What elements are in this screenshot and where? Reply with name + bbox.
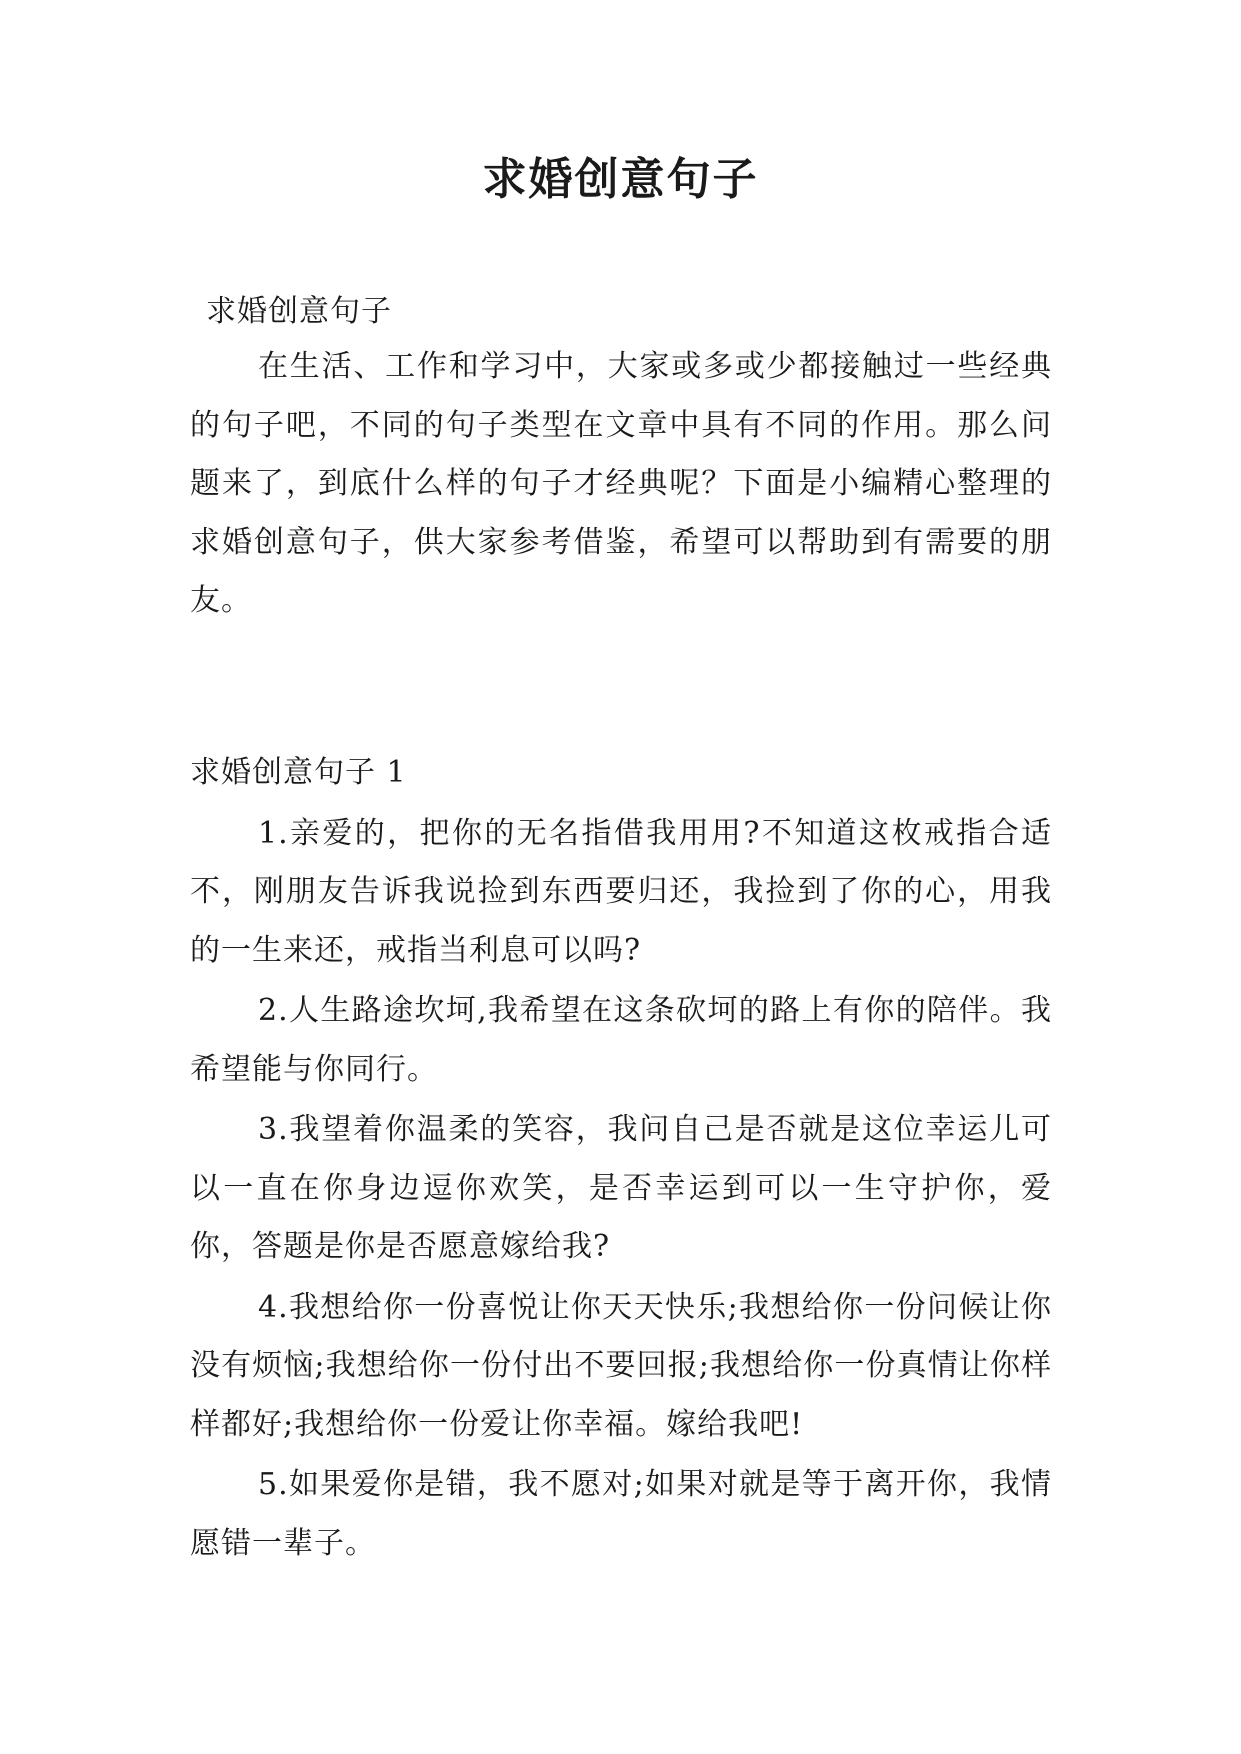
list-item: 4.我想给你一份喜悦让你天天快乐;我想给你一份问候让你没有烦恼;我想给你一份付出不要回报;我想给你一份真情让你样样都好;我想给你一份爱让你幸福。嫁给我吧! — [190, 1289, 1052, 1442]
intro-paragraph: 在生活、工作和学习中，大家或多或少都接触过一些经典的句子吧，不同的句子类型在文章中具有不同的作用。那么问题来了，到底什么样的句子才经典呢？下面是小编精心整理的求婚创意句子，供大家参考借鉴，希望可以帮助到有需要的朋友。 — [190, 349, 1052, 618]
document-subtitle: 求婚创意句子 — [206, 294, 392, 329]
list-item: 3.我望着你温柔的笑容，我问自己是否就是这位幸运儿可以一直在你身边逗你欢笑，是否幸运到可以一生守护你，爱你，答题是你是否愿意嫁给我? — [190, 1112, 1052, 1264]
list-item: 5.如果爱你是错，我不愿对;如果对就是等于离开你，我情愿错一辈子。 — [190, 1467, 1052, 1561]
document-title: 求婚创意句子 — [482, 154, 759, 205]
list-item: 1.亲爱的，把你的无名指借我用用?不知道这枚戒指合适不，刚朋友告诉我说捡到东西要归还，我捡到了你的心，用我的一生来还，戒指当利息可以吗? — [190, 815, 1052, 968]
document-body — [190, 292, 1052, 1575]
list-item: 2.人生路途坎坷,我希望在这条砍坷的路上有你的陪伴。我希望能与你同行。 — [190, 993, 1052, 1087]
sentence-list — [190, 805, 1052, 1574]
section-heading: 求婚创意句子 1 — [190, 754, 407, 790]
